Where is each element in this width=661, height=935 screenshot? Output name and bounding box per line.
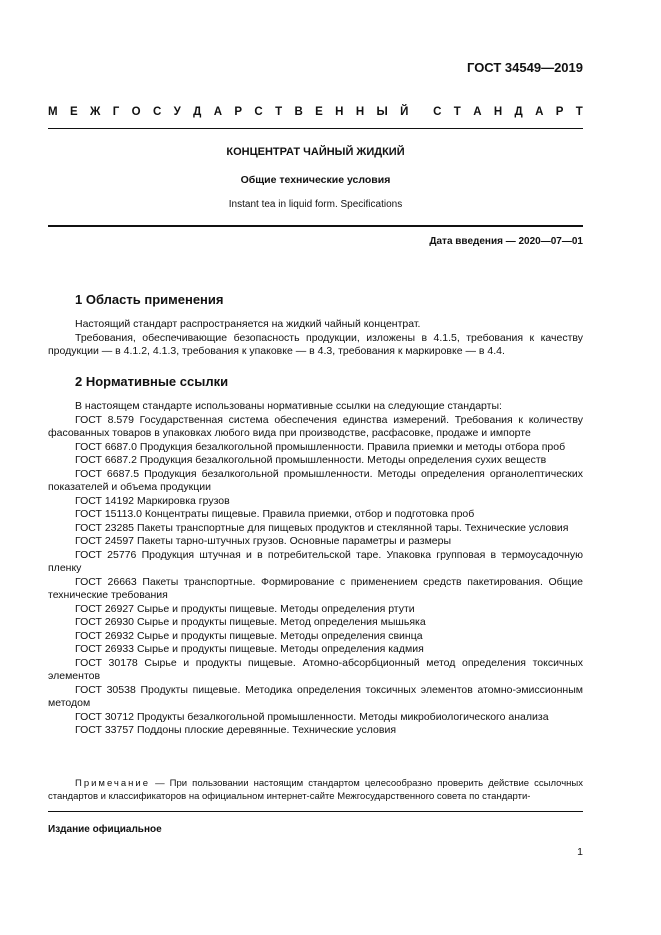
reference-item: ГОСТ 25776 Продукция штучная и в потребительской таре. Упаковка групповая в термоусадочную пленку — [48, 548, 583, 574]
banner-letter: Ж — [89, 106, 101, 118]
reference-item: ГОСТ 26927 Сырье и продукты пищевые. Методы определения ртути — [75, 602, 415, 615]
note — [48, 777, 583, 803]
reference-item: ГОСТ 30178 Сырье и продукты пищевые. Атомно-абсорбционный метод определения токсичных элементов — [48, 656, 583, 682]
official-edition-label: Издание официальное — [48, 824, 162, 835]
banner-letter: С — [433, 106, 442, 118]
note-text: — При пользовании настоящим стандартом целесообразно проверить действие ссылочных стандартов и классификаторов на официальном интернет-сайте Межгосударственного совета по стандарти- — [48, 778, 583, 802]
paragraph: В настоящем стандарте использованы нормативные ссылки на следующие стандарты: — [75, 400, 502, 412]
reference-item: ГОСТ 26930 Сырье и продукты пищевые. Метод определения мышьяка — [75, 616, 426, 628]
section-1-body — [48, 318, 583, 359]
banner-letter: Р — [234, 106, 243, 118]
page-number: 1 — [577, 846, 583, 858]
reference-item: ГОСТ 14192 Маркировка грузов — [75, 494, 230, 507]
reference-item: ГОСТ 6687.2 Продукция безалкогольной промышленности. Методы определения сухих веществ — [75, 454, 547, 466]
banner-letter: О — [131, 106, 141, 118]
reference-item: ГОСТ 33757 Поддоны плоские деревянные. Технические условия — [75, 724, 397, 736]
document-title: КОНЦЕНТРАТ ЧАЙНЫЙ ЖИДКИЙ — [226, 146, 405, 158]
section-2-body — [48, 400, 583, 738]
document-subtitle: Общие технические условия — [240, 174, 391, 186]
banner-letter: С — [254, 106, 263, 118]
note-label: Примечание — [75, 778, 150, 789]
reference-item: ГОСТ 6687.0 Продукция безалкогольной промышленности. Правила приемки и методы отбора проб — [75, 440, 566, 453]
reference-item: ГОСТ 24597 Пакеты тарно-штучных грузов. Основные параметры и размеры — [75, 535, 452, 547]
banner-letter: С — [152, 106, 162, 118]
banner-letter: Д — [514, 106, 523, 118]
interstate-standard-banner — [48, 106, 583, 118]
banner-letter: В — [294, 106, 303, 118]
banner-letter: Т — [575, 106, 583, 118]
banner-letter: Н — [355, 106, 365, 118]
paragraph: Настоящий стандарт распространяется на жидкий чайный концентрат. — [75, 318, 421, 330]
reference-item: ГОСТ 30712 Продукты безалкогольной промышленности. Методы микробиологического анализа — [75, 710, 549, 723]
paragraph: Требования, обеспечивающие безопасность продукции, изложены в 4.1.5, требования к качеству продукции — в 4.1.2, 4.1.3, требования к упаковке — в 4.3, требования к маркировке — в 4.4. — [48, 331, 583, 357]
header-divider — [48, 128, 583, 129]
reference-item: ГОСТ 26933 Сырье и продукты пищевые. Методы определения кадмия — [75, 643, 424, 655]
banner-letter: Р — [555, 106, 564, 118]
reference-item: ГОСТ 26663 Пакеты транспортные. Формирование с применением средств пакетирования. Общие технические требования — [48, 575, 583, 601]
banner-letter: Т — [275, 106, 283, 118]
title-divider — [48, 225, 583, 227]
banner-letter: А — [213, 106, 223, 118]
banner-letter: М — [48, 106, 58, 118]
banner-letter: Т — [453, 106, 461, 118]
introduction-date: Дата введения — 2020—07—01 — [429, 236, 583, 247]
banner-letter: Д — [193, 106, 202, 118]
english-title: Instant tea in liquid form. Specifications — [228, 199, 403, 210]
banner-letter: Ы — [376, 106, 388, 118]
banner-letter: Н — [493, 106, 503, 118]
banner-letter: Й — [400, 106, 409, 118]
banner-letter: Е — [315, 106, 323, 118]
banner-letter: А — [535, 106, 544, 118]
footer-divider — [48, 811, 583, 812]
banner-letter: А — [473, 106, 482, 118]
reference-item: ГОСТ 8.579 Государственная система обеспечения единства измерений. Требования к количеству фасованных товаров в упаковках любого вида при производстве, расфасовке, продаже и импорте — [48, 413, 583, 439]
banner-letter: Н — [335, 106, 344, 118]
banner-letter: Г — [112, 106, 120, 118]
banner-letter: Е — [69, 106, 78, 118]
reference-item: ГОСТ 6687.5 Продукция безалкогольной промышленности. Методы определения органолептических показателей и объема продукции — [48, 467, 583, 493]
section-1-heading: 1 Область применения — [75, 292, 224, 307]
reference-item: ГОСТ 15113.0 Концентраты пищевые. Правила приемки, отбор и подготовка проб — [75, 508, 475, 520]
reference-item: ГОСТ 23285 Пакеты транспортные для пищевых продуктов и стеклянной тары. Технические условия — [75, 521, 569, 534]
banner-letter: У — [173, 106, 181, 118]
section-2-heading: 2 Нормативные ссылки — [75, 374, 229, 389]
gost-code: ГОСТ 34549—2019 — [467, 60, 583, 75]
reference-item: ГОСТ 30538 Продукты пищевые. Методика определения токсичных элементов атомно-эмиссионным методом — [48, 683, 583, 709]
reference-item: ГОСТ 26932 Сырье и продукты пищевые. Методы определения свинца — [75, 629, 423, 642]
